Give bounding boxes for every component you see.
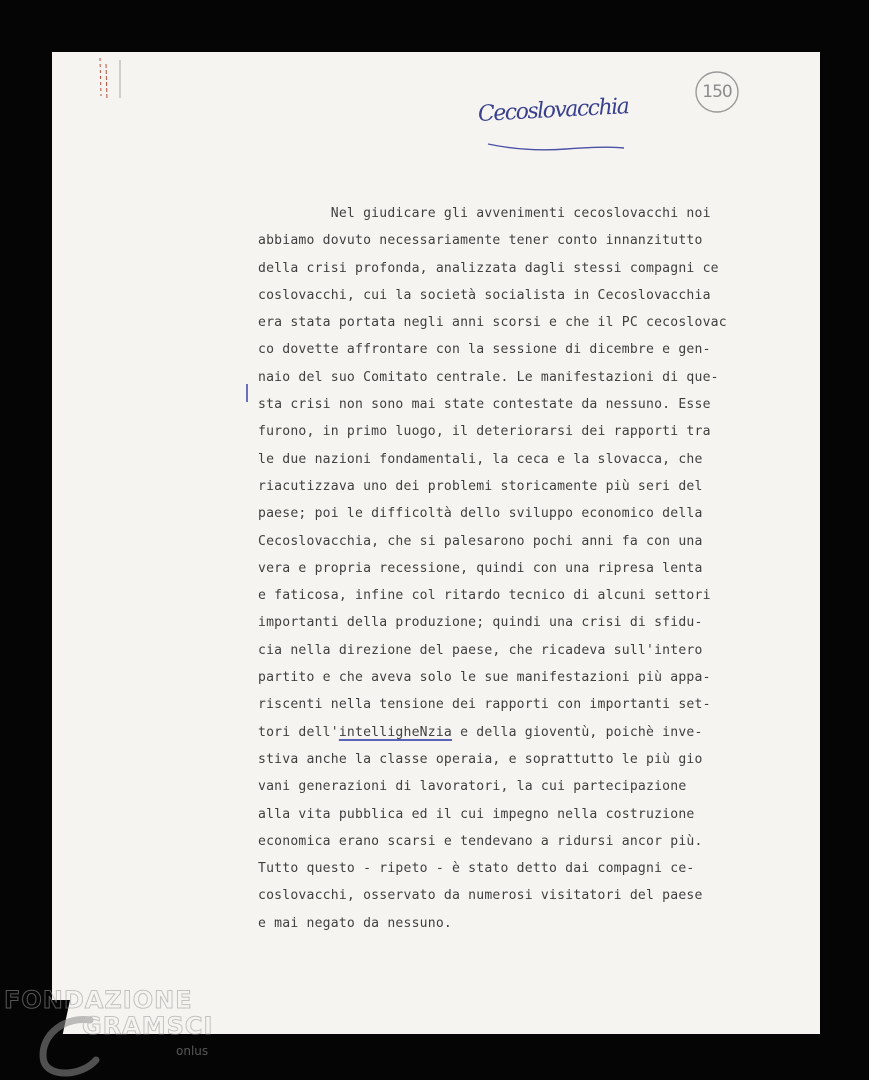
text-line: e mai negato da nessuno. xyxy=(258,915,452,931)
text-line: riscenti nella tensione dei rapporti con importanti set- xyxy=(258,697,711,713)
text-line: importanti della produzione; quindi una crisi di sfidu- xyxy=(258,615,703,631)
watermark-line3: onlus xyxy=(176,1044,209,1058)
red-margin-marks-icon xyxy=(96,56,124,102)
text-line: e faticosa, infine col ritardo tecnico di alcuni settori xyxy=(258,588,711,604)
text-line: stiva anche la classe operaia, e soprattutto le più gio xyxy=(258,751,703,767)
text-line: era stata portata negli anni scorsi e che il PC cecoslovac xyxy=(258,315,727,331)
text-line: co dovette affrontare con la sessione di dicembre e gen- xyxy=(258,342,711,358)
text-line: vera e propria recessione, quindi con una ripresa lenta xyxy=(258,560,703,576)
underlined-word: intelligheNzia xyxy=(338,724,453,740)
text-line-with-underline xyxy=(258,719,798,746)
text-segment: e della gioventù, poichè inve- xyxy=(452,724,703,740)
typewritten-text xyxy=(258,200,798,937)
text-line: cia nella direzione del paese, che ricadeva sull'intero xyxy=(258,642,703,658)
margin-mark-icon xyxy=(245,383,249,403)
text-line: Nel giudicare gli avvenimenti cecoslovacchi noi xyxy=(258,206,711,221)
watermark-line1: FONDAZIONE xyxy=(4,986,193,1014)
text-line: le due nazioni fondamentali, la ceca e la slovacca, che xyxy=(258,451,703,467)
text-line: abbiamo dovuto necessariamente tener conto innanzitutto xyxy=(258,233,703,249)
fondazione-gramsci-watermark xyxy=(0,982,230,1080)
text-line: Tutto questo - ripeto - è stato detto dai compagni ce- xyxy=(258,861,695,877)
text-segment: tori dell' xyxy=(258,724,339,740)
text-line: della crisi profonda, analizzata dagli stessi compagni ce xyxy=(258,260,719,276)
text-line: coslovacchi, cui la società socialista in Cecoslovacchia xyxy=(258,287,711,303)
text-line: Cecoslovacchia, che si palesarono pochi anni fa con una xyxy=(258,533,703,549)
text-line: coslovacchi, osservato da numerosi visitatori del paese xyxy=(258,888,703,904)
text-line: paese; poi le difficoltà dello sviluppo economico della xyxy=(258,506,703,522)
text-line: naio del suo Comitato centrale. Le manifestazioni di que- xyxy=(258,369,719,385)
text-line: economica erano scarsi e tendevano a ridursi ancor più. xyxy=(258,833,703,849)
text-line: riacutizzava uno dei problemi storicamente più seri del xyxy=(258,478,703,494)
text-line: vani generazioni di lavoratori, la cui partecipazione xyxy=(258,779,687,795)
text-line: furono, in primo luogo, il deteriorarsi dei rapporti tra xyxy=(258,424,711,440)
page-number: 150 xyxy=(702,82,732,102)
title-underline-icon xyxy=(486,138,626,156)
text-line: partito e che aveva solo le sue manifestazioni più appa- xyxy=(258,670,711,686)
text-line: sta crisi non sono mai state contestate da nessuno. Esse xyxy=(258,397,711,413)
handwritten-title: Cecoslovacchia xyxy=(477,94,629,127)
text-line: alla vita pubblica ed il cui impegno nella costruzione xyxy=(258,806,695,822)
watermark-line2: GRAMSCI xyxy=(82,1012,214,1040)
